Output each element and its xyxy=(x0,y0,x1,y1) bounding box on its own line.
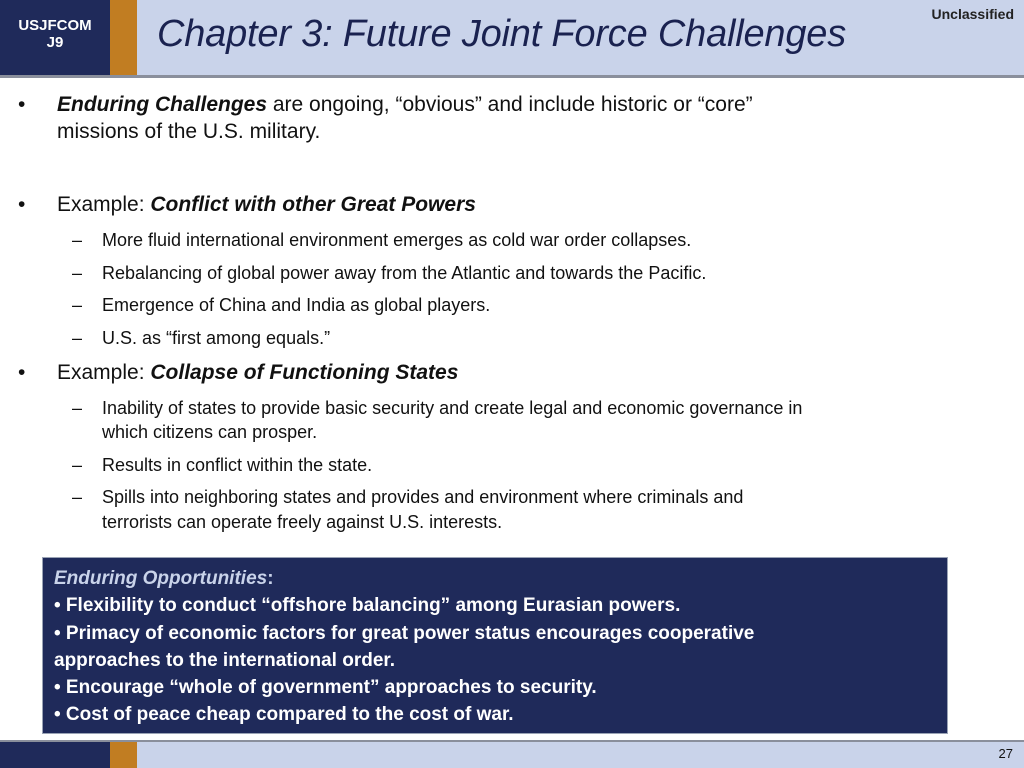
sub-bullet-text: Emergence of China and India as global players. xyxy=(102,295,491,315)
bullet-text-rest: are ongoing, “obvious” and include historic or “core” xyxy=(267,93,753,116)
dash-glyph: – xyxy=(72,455,83,475)
header-divider xyxy=(0,75,1024,78)
slide-footer xyxy=(0,740,1024,768)
bullet-glyph: • xyxy=(18,93,26,116)
sub-bullet-text: Spills into neighboring states and provides and environment where criminals and xyxy=(102,487,744,507)
dash-glyph: – xyxy=(72,263,83,283)
org-name: USJFCOM xyxy=(18,17,92,34)
footer-divider xyxy=(0,740,1024,742)
classification-label: Unclassified xyxy=(931,6,1014,22)
header-gold-stripe xyxy=(110,0,137,75)
opportunities-heading xyxy=(54,565,274,592)
sub-bullet-text: Rebalancing of global power away from the Atlantic and towards the Pacific. xyxy=(102,263,707,283)
bullet-prefix: Example: xyxy=(57,193,151,216)
sub-bullet-text: U.S. as “first among equals.” xyxy=(102,328,331,348)
bullet-glyph: • xyxy=(18,361,26,384)
slide-title: Chapter 3: Future Joint Force Challenges xyxy=(157,13,847,55)
bullet-text xyxy=(57,92,753,118)
bullet-prefix: Example: xyxy=(57,361,151,384)
footer-navy-block xyxy=(0,742,110,768)
bullet-text xyxy=(57,192,476,218)
bullet-emphasis: Conflict with other Great Powers xyxy=(150,193,476,216)
sub-bullet-text: Inability of states to provide basic security and create legal and economic governance in xyxy=(102,398,803,418)
opportunity-item: • Flexibility to conduct “offshore balancing” among Eurasian powers. xyxy=(54,595,681,616)
bullet-emphasis: Collapse of Functioning States xyxy=(150,361,459,384)
footer-gold-stripe xyxy=(110,742,137,768)
bullet-text xyxy=(57,360,458,386)
sub-bullet-text-line2: which citizens can prosper. xyxy=(102,422,318,442)
opportunities-box xyxy=(42,557,948,734)
opportunity-item: • Encourage “whole of government” approaches to security. xyxy=(54,677,597,698)
opportunities-heading-text: Enduring Opportunities xyxy=(54,568,268,589)
page-number: 27 xyxy=(998,746,1013,761)
dash-glyph: – xyxy=(72,295,83,315)
bullet-glyph: • xyxy=(18,193,26,216)
sub-bullet-text: More fluid international environment emerges as cold war order collapses. xyxy=(102,230,692,250)
sub-bullet-text-line2: terrorists can operate freely against U.S. interests. xyxy=(102,512,503,532)
dash-glyph: – xyxy=(72,487,83,507)
bullet-emphasis: Enduring Challenges xyxy=(57,93,268,116)
org-badge xyxy=(0,0,110,75)
opportunity-item: • Cost of peace cheap compared to the cost of war. xyxy=(54,704,514,725)
org-division: J9 xyxy=(46,34,64,51)
bullet-text-line2: missions of the U.S. military. xyxy=(57,120,321,143)
opportunity-item: • Primacy of economic factors for great power status encourages cooperative xyxy=(54,623,755,644)
dash-glyph: – xyxy=(72,398,83,418)
dash-glyph: – xyxy=(72,328,83,348)
dash-glyph: – xyxy=(72,230,83,250)
opportunities-heading-colon: : xyxy=(267,568,274,589)
opportunity-item-continuation: approaches to the international order. xyxy=(54,650,396,671)
sub-bullet-text: Results in conflict within the state. xyxy=(102,455,373,475)
